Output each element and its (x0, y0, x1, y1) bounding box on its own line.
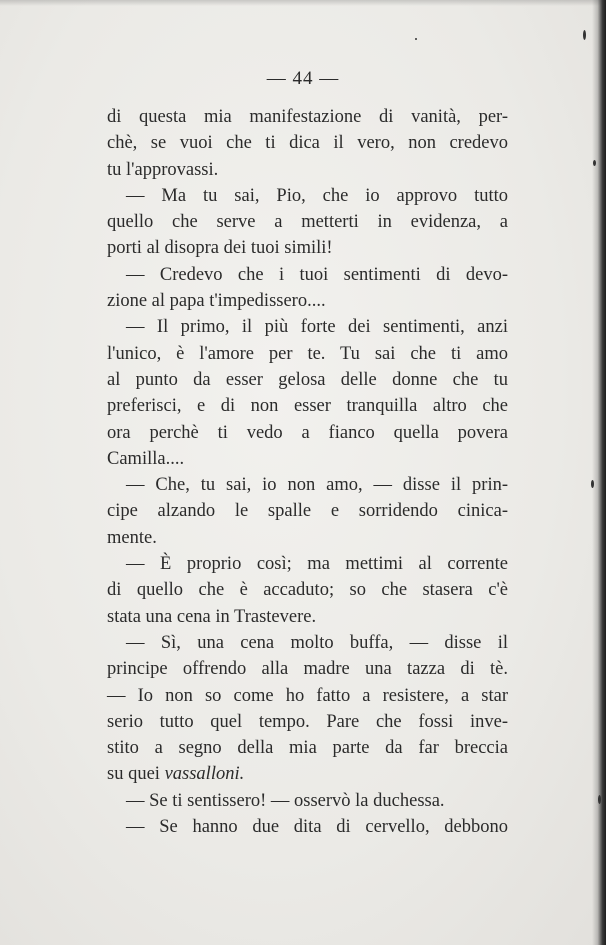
paper-speck (593, 160, 596, 166)
text-line: quello che serve a metterti in evidenza, a (107, 212, 508, 233)
text-line: l'unico, è l'amore per te. Tu sai che ti amo (107, 343, 508, 364)
text-line: — Io non so come ho fatto a resistere, a star (107, 685, 508, 706)
text-line: porti al disopra dei tuoi simili! (107, 238, 333, 259)
text-line: — Che, tu sai, io non amo, — disse il prin- (126, 475, 508, 496)
text-line: stata una cena in Trastevere. (107, 606, 317, 627)
text-line: — Sì, una cena molto buffa, — disse il (126, 632, 508, 653)
text-line: Camilla.... (107, 448, 185, 469)
page-number: — 44 — (266, 68, 340, 89)
text-line: — Se ti sentissero! — osservò la duchessa. (126, 790, 445, 811)
text-line: ora perchè ti vedo a fianco quella povera (107, 422, 508, 443)
text-line: — Ma tu sai, Pio, che io approvo tutto (126, 185, 508, 206)
text-line: zione al papa t'impedissero.... (107, 291, 326, 312)
page-top-shadow (0, 0, 606, 6)
text-line: principe offrendo alla madre una tazza di tè. (107, 659, 508, 680)
text-line (107, 761, 508, 787)
text-fragment: su quei (107, 764, 160, 785)
text-line: serio tutto quel tempo. Pare che fossi inve- (107, 711, 508, 732)
text-line: — È proprio così; ma mettimi al corrente (126, 554, 508, 575)
text-line: di questa mia manifestazione di vanità, per- (107, 107, 508, 127)
text-line: preferisci, e di non esser tranquilla altro che (107, 396, 508, 417)
text-line: — Credevo che i tuoi sentimenti di devo- (126, 264, 508, 285)
italic-word: vassalloni. (164, 764, 245, 785)
text-line: chè, se vuoi che ti dica il vero, non credevo (107, 133, 508, 154)
paper-speck (598, 795, 601, 804)
text-line: stito a segno della mia parte da far breccia (107, 738, 508, 759)
text-line: cipe alzando le spalle e sorridendo cinica- (107, 501, 508, 522)
text-line: — Se hanno due dita di cervello, debbono (126, 817, 508, 838)
text-line: mente. (107, 527, 157, 548)
text-line: — Il primo, il più forte dei sentimenti, anzi (126, 317, 508, 338)
text-line: al punto da esser gelosa delle donne che tu (107, 369, 508, 390)
paper-speck (415, 38, 417, 40)
text-line: di quello che è accaduto; so che stasera c'è (107, 580, 508, 601)
text-line: tu l'approvassi. (107, 159, 219, 180)
paper-speck (583, 30, 586, 40)
body-text (107, 104, 508, 840)
paper-speck (591, 480, 594, 488)
